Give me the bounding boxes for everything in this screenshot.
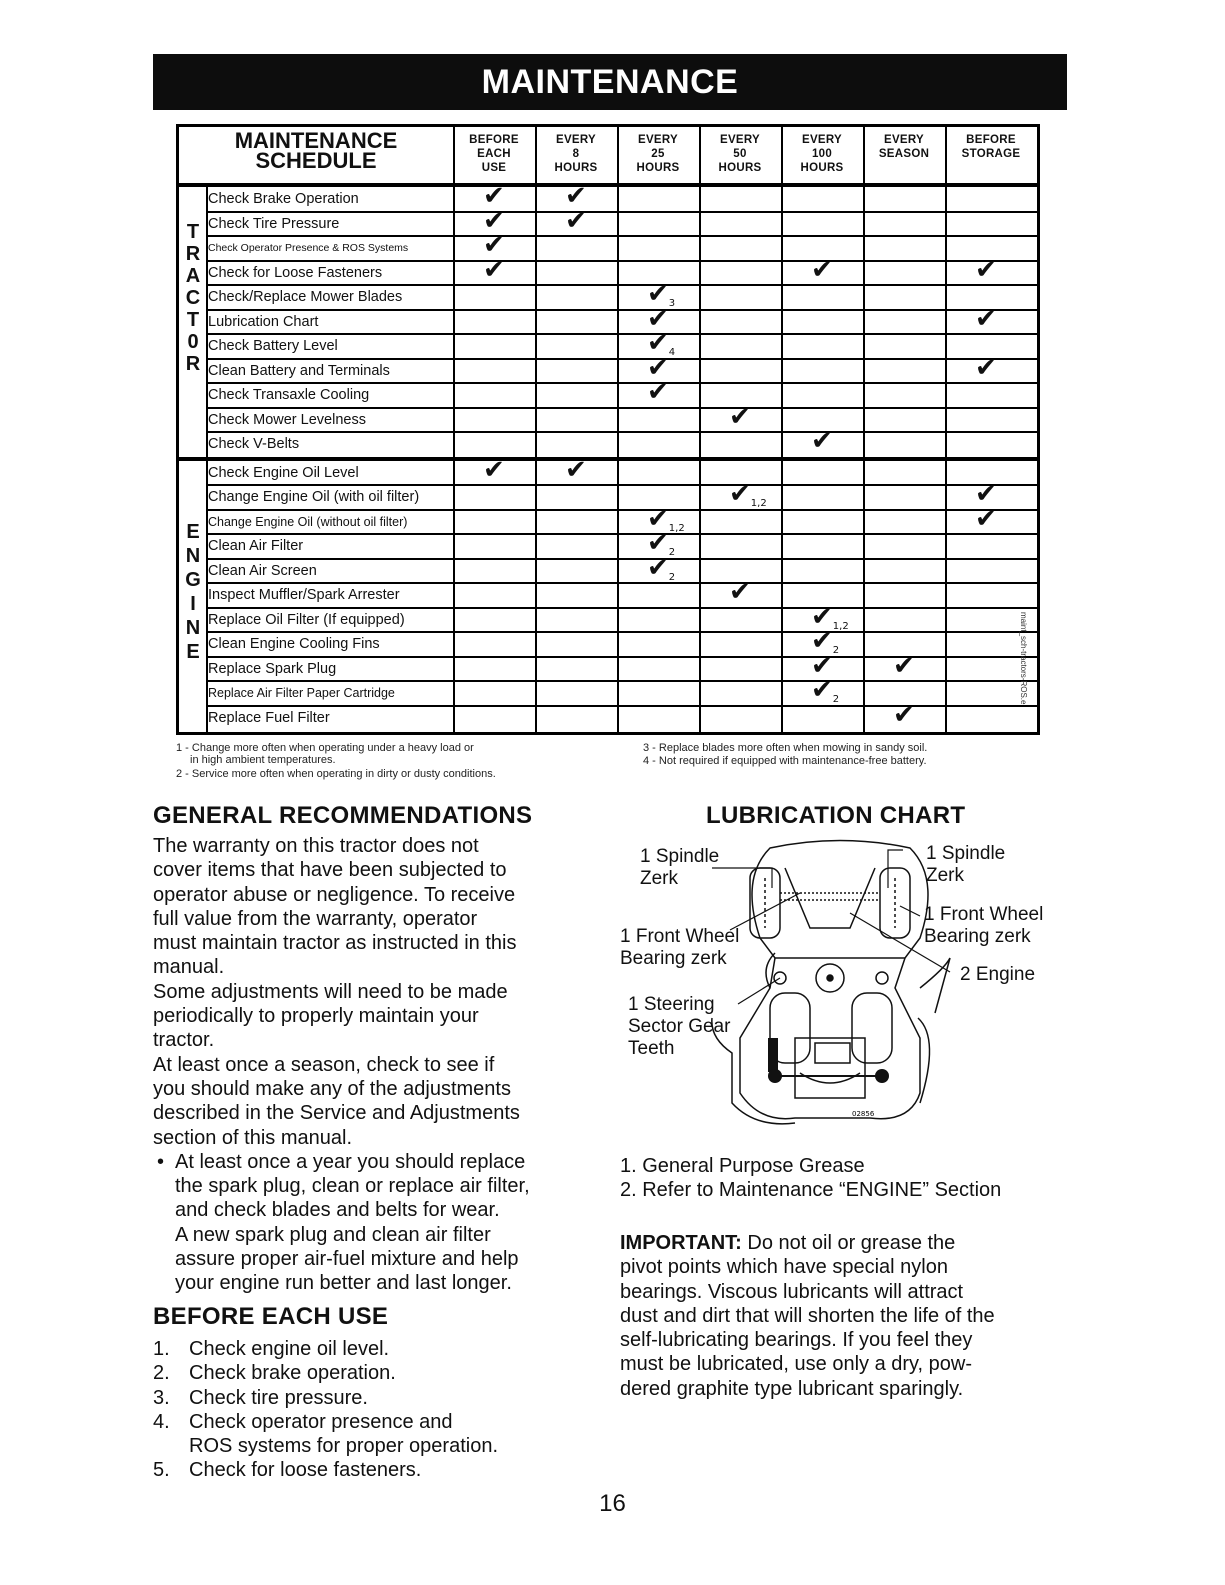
checkmark-icon: ✔: [565, 181, 587, 211]
row-divider: [206, 533, 1037, 535]
row-divider: [206, 607, 1037, 609]
tractor-task-label: Check V-Belts: [208, 436, 300, 452]
list-item: 1. Check engine oil level.: [153, 1338, 390, 1360]
table-column-divider: [453, 127, 455, 732]
label-front-wheel-left: 1 Front Wheel Bearing zerk: [620, 926, 740, 969]
row-divider: [206, 558, 1037, 560]
engine-task-label: Change Engine Oil (with oil filter): [208, 489, 420, 505]
tractor-section-letter: R: [185, 353, 201, 375]
schedule-title-line2: SCHEDULE: [255, 148, 377, 173]
text-line: the spark plug, clean or replace air filter,: [175, 1175, 530, 1198]
column-header: EVERY 50 HOURS: [718, 134, 762, 174]
text-line: your engine run better and last longer.: [175, 1272, 512, 1295]
engine-task-label: Change Engine Oil (without oil filter): [208, 514, 408, 529]
checkmark-icon: ✔: [647, 303, 669, 334]
legend-item: 2. Refer to Maintenance “ENGINE” Section: [620, 1179, 1002, 1202]
table-column-divider: [535, 127, 537, 732]
engine-cover: [920, 958, 950, 1013]
checkmark-icon: $✔_{1,2}$: [811, 601, 849, 632]
tractor-task-label: Lubrication Chart: [208, 313, 319, 330]
column-header: EVERY 100 HOURS: [800, 134, 844, 174]
footnote-3: 3 - Replace blades more often when mowing in sandy soil.: [643, 742, 928, 754]
page-number: 16: [599, 1490, 626, 1517]
label-spindle-right: 1 Spindle Zerk: [926, 843, 1006, 886]
checkmark-icon: ✔: [811, 650, 833, 681]
checkmark-icon: ✔: [565, 454, 587, 485]
schedule-title: [179, 128, 453, 173]
table-column-divider: [863, 127, 865, 732]
leader-spindle-right: [888, 850, 903, 888]
checkmark-icon: ✔: [893, 650, 915, 681]
footnote-2: 2 - Service more often when operating in dirty or dusty conditions.: [176, 768, 496, 780]
list-item: 5. Check for loose fasteners.: [153, 1459, 422, 1482]
text-line: operator abuse or negligence. To receive: [153, 883, 516, 906]
checkmark-icon: ✔: [729, 577, 751, 607]
row-divider: [206, 309, 1037, 311]
label-steering: 1 Steering Sector Gear Teeth: [628, 994, 731, 1059]
tractor-section-letter: 0: [187, 331, 199, 353]
checkmark-icon: ✔: [483, 230, 505, 260]
engine-task-label: Clean Air Screen: [208, 562, 317, 579]
checkmark-icon: ✔: [975, 254, 997, 285]
engine-section-letter: I: [190, 593, 196, 615]
engine-task-label: Replace Fuel Filter: [208, 709, 330, 726]
engine-section-letter: N: [185, 545, 201, 567]
before-each-use-heading: BEFORE EACH USE: [153, 1303, 389, 1330]
checkmark-icon: ✔: [483, 181, 505, 211]
document-code: maint_sch-tractors-ROS.e: [1019, 612, 1028, 705]
figure-code: 02856: [852, 1110, 875, 1118]
tractor-section-letter: T: [186, 309, 200, 331]
engine-section-letter: N: [185, 617, 201, 639]
checkmark-icon: $✔_2$: [811, 675, 840, 706]
tractor-task-label: Check Brake Operation: [208, 191, 359, 207]
row-divider: [206, 431, 1037, 433]
text-line: and check blades and belts for wear.: [175, 1199, 500, 1222]
lubrication-legend: [620, 1154, 1070, 1203]
checkmark-icon: ✔: [729, 401, 751, 432]
row-divider: [206, 407, 1037, 409]
row-divider: [206, 235, 1037, 237]
tractor-task-label: Check Battery Level: [208, 338, 338, 354]
label-spindle-left: 1 Spindle Zerk: [640, 846, 720, 889]
checkmark-icon: ✔: [975, 303, 997, 334]
checkmark-icon: $✔_{1,2}$: [729, 479, 767, 510]
text-line: bearings. Viscous lubricants will attract: [620, 1280, 964, 1303]
row-divider: [206, 284, 1037, 286]
engine-task-label: Replace Air Filter Paper Cartridge: [208, 686, 395, 700]
tractor-section-letter: C: [185, 287, 201, 309]
checkmark-icon: ✔: [975, 503, 997, 534]
row-divider: [206, 509, 1037, 511]
row-divider: [206, 211, 1037, 213]
row-divider: [206, 382, 1037, 384]
checkmark-icon: $✔_2$: [647, 552, 676, 583]
text-line: section of this manual.: [153, 1126, 352, 1149]
list-item: 2. Check brake operation.: [153, 1362, 396, 1385]
important-label: IMPORTANT:: [620, 1232, 742, 1254]
checkmark-icon: ✔: [483, 205, 505, 236]
tractor-task-label: Check for Loose Fasteners: [208, 264, 383, 281]
label-engine: 2 Engine: [960, 964, 1036, 985]
text-line: tractor.: [153, 1029, 215, 1052]
text-line: must be lubricated, use only a dry, pow-: [620, 1353, 973, 1376]
checkmark-icon: $✔_4$: [647, 328, 676, 359]
text-line: assure proper air-fuel mixture and help: [175, 1248, 519, 1271]
tractor-task-label: Check/Replace Mower Blades: [208, 289, 403, 305]
checkmark-icon: ✔: [647, 377, 669, 407]
important-note: IMPORTANT: Do not oil or grease the pivot points which have special nylon bearings. Viscous lubricants will attract dust and dirt that will shorten the life of the self-lubricating bearings. If you feel they must be lubricated, use only a dry, pow- dered graphite type lubricant sparingly.: [620, 1231, 1070, 1401]
text-line: Some adjustments will need to be made: [153, 980, 508, 1003]
checkmark-icon: ✔: [483, 454, 505, 485]
checkmark-icon: ✔: [811, 426, 833, 456]
checkmark-icon: ✔: [565, 205, 587, 236]
label-front-wheel-right: 1 Front Wheel Bearing zerk: [924, 904, 1044, 947]
text-line: A new spark plug and clean air filter: [175, 1223, 491, 1246]
yearly-bullet: [153, 1150, 593, 1296]
tractor-section-letter: T: [186, 221, 200, 243]
section-break: [179, 457, 1037, 461]
text-line: pivot points which have special nylon: [620, 1256, 948, 1279]
table-column-divider: [699, 127, 701, 732]
table-column-divider: [617, 127, 619, 732]
list-item: 3. Check tire pressure.: [153, 1386, 368, 1409]
footnote-4: 4 - Not required if equipped with maintenance-free battery.: [643, 755, 927, 767]
page-banner-title: MAINTENANCE: [153, 54, 1067, 110]
before-each-use-list: [153, 1337, 593, 1483]
checkmark-icon: ✔: [811, 254, 833, 285]
engine-task-label: Inspect Muffler/Spark Arrester: [208, 587, 400, 603]
row-divider: [206, 631, 1037, 633]
row-divider: [206, 582, 1037, 584]
column-header: EVERY SEASON: [878, 134, 930, 160]
engine-section-letter: E: [186, 521, 200, 543]
text-line: self-lubricating bearings. If you feel they: [620, 1329, 973, 1352]
engine-task-label: Clean Engine Cooling Fins: [208, 636, 380, 652]
checkmark-icon: ✔: [647, 352, 669, 383]
tractor-task-label: Check Tire Pressure: [208, 215, 340, 232]
footnote-1a: 1 - Change more often when operating under a heavy load or: [176, 742, 474, 754]
text-line: must maintain tractor as instructed in this: [153, 932, 517, 955]
row-divider: [206, 484, 1037, 486]
text-line: dered graphite type lubricant sparingly.: [620, 1377, 964, 1400]
list-item: 4. Check operator presence and ROS systems for proper operation.: [153, 1410, 499, 1458]
checkmark-icon: $✔_3$: [647, 279, 676, 310]
text-line: you should make any of the adjustments: [153, 1077, 511, 1100]
checkmark-icon: $✔_2$: [647, 528, 676, 559]
engine-task-label: Clean Air Filter: [208, 538, 304, 554]
general-recommendations-heading: GENERAL RECOMMENDATIONS: [153, 802, 533, 829]
row-divider: [206, 260, 1037, 262]
schedule-title-line1: MAINTENANCE: [234, 128, 398, 153]
tractor-section-letter: R: [185, 243, 201, 265]
engine-task-label: Check Engine Oil Level: [208, 464, 359, 481]
tractor-section-letter: A: [185, 265, 201, 287]
header-divider: [179, 183, 1037, 187]
text-line: described in the Service and Adjustments: [153, 1102, 520, 1125]
leader-steering: [738, 978, 780, 1004]
text-line: At least once a season, check to see if: [153, 1053, 495, 1076]
checkmark-icon: ✔: [893, 699, 915, 730]
tractor-task-label: Check Transaxle Cooling: [208, 387, 370, 403]
engine-task-label: Replace Oil Filter (If equipped): [208, 611, 405, 628]
lubrication-chart-heading: LUBRICATION CHART: [706, 802, 966, 829]
leader-spindle-left: [712, 868, 772, 888]
table-column-divider: [945, 127, 947, 732]
rear-fender-right: [852, 993, 892, 1063]
checkmark-icon: ✔: [975, 479, 997, 509]
engine-task-label: Replace Spark Plug: [208, 660, 337, 677]
text-line: full value from the warranty, operator: [153, 907, 478, 930]
maintenance-schedule-table: [176, 124, 1040, 735]
bullet-icon: •: [157, 1150, 165, 1173]
tractor-task-label: Check Operator Presence & ROS Systems: [208, 242, 409, 254]
engine-section-letter: G: [185, 569, 201, 591]
text-line: cover items that have been subjected to: [153, 859, 507, 882]
legend-item: 1. General Purpose Grease: [620, 1155, 865, 1177]
checkmark-icon: ✔: [483, 254, 505, 285]
checkmark-icon: $✔_2$: [811, 626, 840, 657]
column-header: EVERY 25 HOURS: [636, 134, 680, 174]
row-divider: [206, 358, 1037, 360]
checkmark-icon: $✔_{1,2}$: [647, 503, 685, 534]
text-line: periodically to properly maintain your: [153, 1005, 479, 1028]
column-header: EVERY 8 HOURS: [554, 134, 598, 174]
text-line: dust and dirt that will shorten the life of the: [620, 1304, 995, 1327]
text-line: manual.: [153, 956, 225, 979]
seat-area: [795, 1038, 865, 1098]
hood-center: [785, 868, 875, 928]
tractor-task-label: Check Mower Levelness: [208, 411, 366, 428]
text-line: The warranty on this tractor does not: [153, 835, 479, 857]
engine-section-letter: E: [186, 641, 200, 663]
column-header: BEFORE STORAGE: [961, 134, 1021, 160]
text-line: At least once a year you should replace: [175, 1150, 526, 1173]
footnote-1b: in high ambient temperatures.: [190, 754, 336, 766]
tractor-task-label: Clean Battery and Terminals: [208, 362, 390, 379]
column-header: BEFORE EACH USE: [469, 134, 519, 174]
row-divider: [206, 333, 1037, 335]
general-recommendations-text: [153, 834, 593, 1296]
table-column-divider: [781, 127, 783, 732]
checkmark-icon: ✔: [975, 352, 997, 383]
